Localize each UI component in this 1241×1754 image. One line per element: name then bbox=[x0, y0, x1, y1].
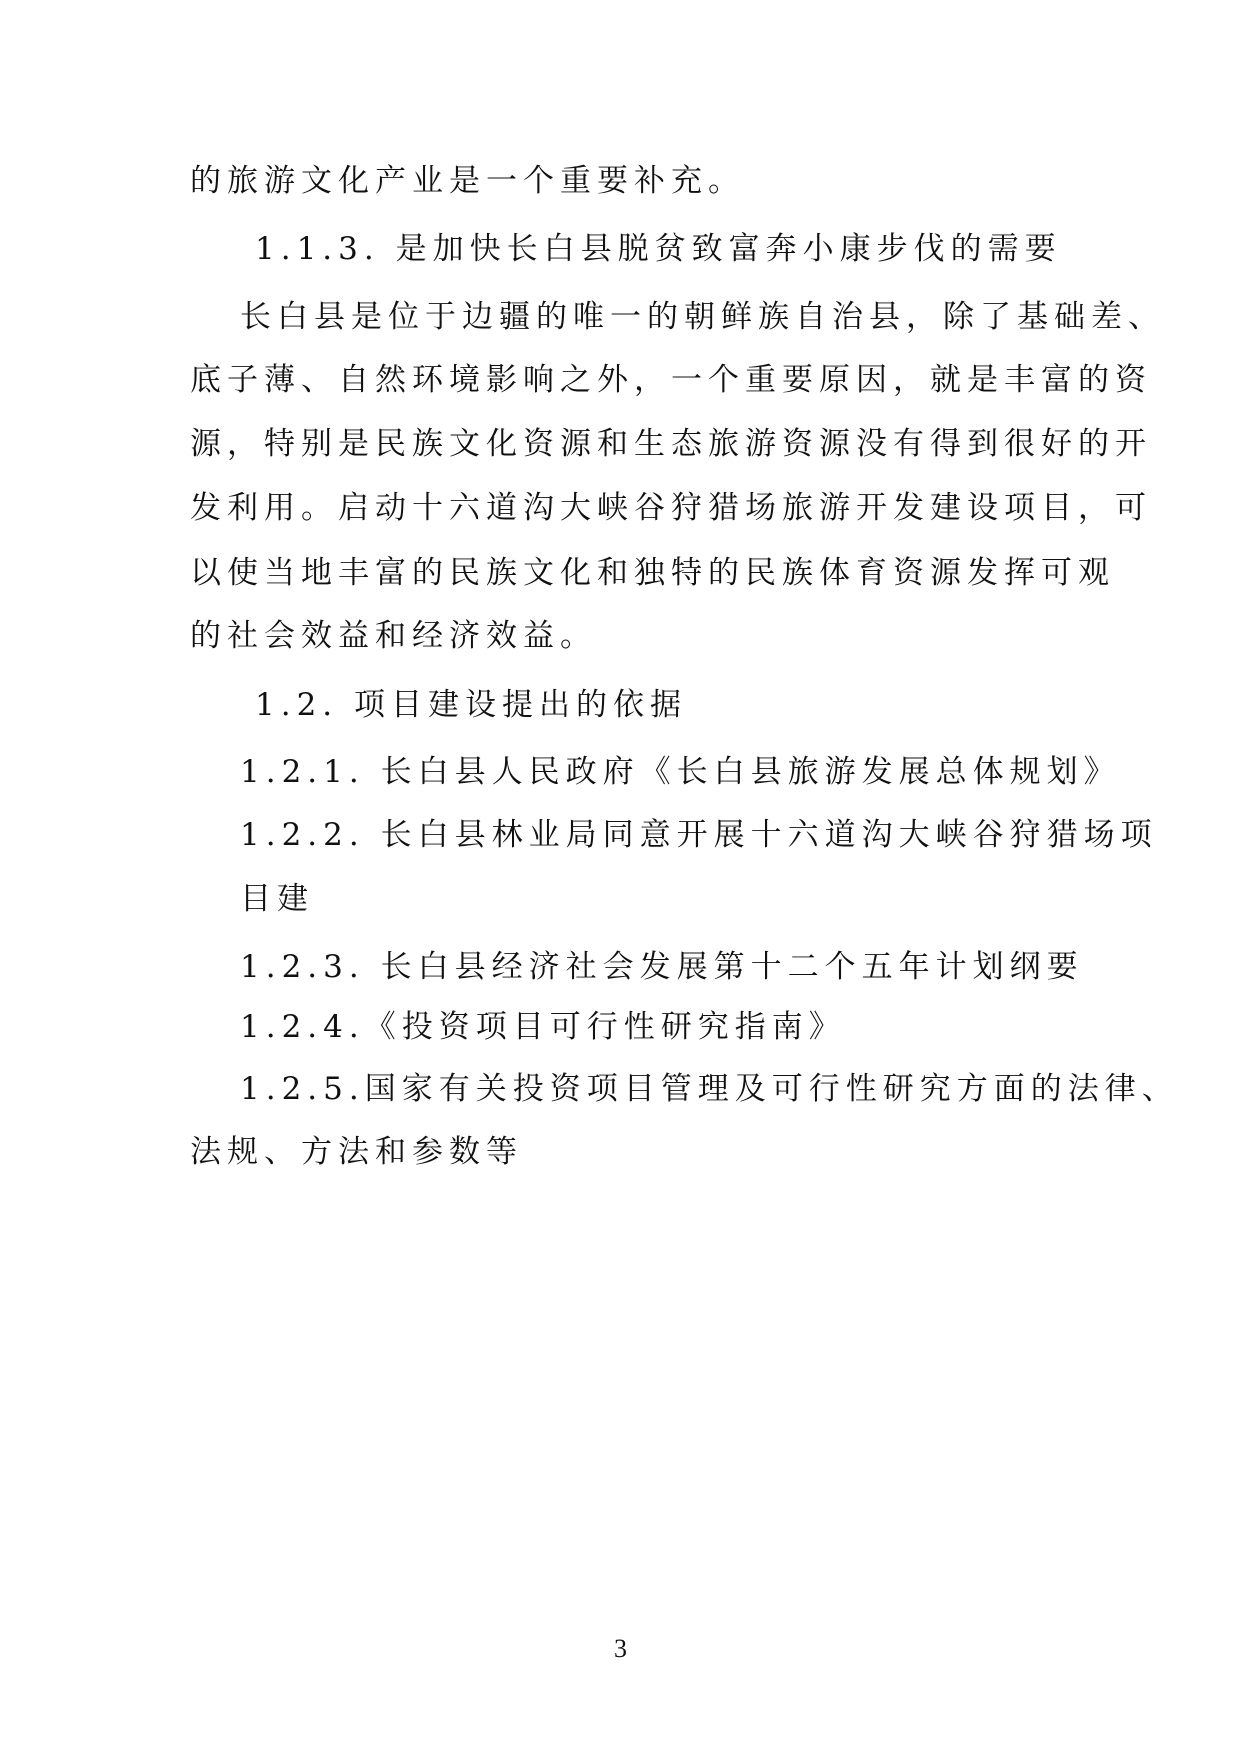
list-item-1-2-1: 1.2.1. 长白县人民政府《长白县旅游发展总体规划》 bbox=[240, 754, 1121, 790]
list-item-1-2-5-continued: 法规、方法和参数等 bbox=[190, 1134, 523, 1170]
paragraph-line: 发利用。启动十六道沟大峡谷狩猎场旅游开发建设项目，可 bbox=[190, 490, 1152, 526]
paragraph-line: 的社会效益和经济效益。 bbox=[190, 618, 597, 654]
list-item-1-2-4: 1.2.4.《投资项目可行性研究指南》 bbox=[240, 1009, 846, 1045]
list-item-1-2-3: 1.2.3. 长白县经济社会发展第十二个五年计划纲要 bbox=[240, 949, 1084, 985]
paragraph-line: 的旅游文化产业是一个重要补充。 bbox=[190, 163, 745, 199]
paragraph-line: 长白县是位于边疆的唯一的朝鲜族自治县，除了基础差、 bbox=[240, 299, 1165, 335]
list-item-1-2-2: 1.2.2. 长白县林业局同意开展十六道沟大峡谷狩猎场项 bbox=[240, 817, 1158, 853]
list-item-1-2-5: 1.2.5.国家有关投资项目管理及可行性研究方面的法律、 bbox=[240, 1071, 1179, 1107]
list-item-1-2-2-continued: 目建 bbox=[240, 881, 314, 917]
paragraph-line: 源，特别是民族文化资源和生态旅游资源没有得到很好的开 bbox=[190, 426, 1152, 462]
paragraph-line: 底子薄、自然环境影响之外，一个重要原因，就是丰富的资 bbox=[190, 362, 1152, 398]
page-number: 3 bbox=[614, 1634, 627, 1663]
paragraph-line: 以使当地丰富的民族文化和独特的民族体育资源发挥可观 bbox=[190, 555, 1115, 591]
section-heading-1-1-3: 1.1.3. 是加快长白县脱贫致富奔小康步伐的需要 bbox=[255, 231, 1062, 267]
section-heading-1-2: 1.2. 项目建设提出的依据 bbox=[255, 687, 688, 723]
